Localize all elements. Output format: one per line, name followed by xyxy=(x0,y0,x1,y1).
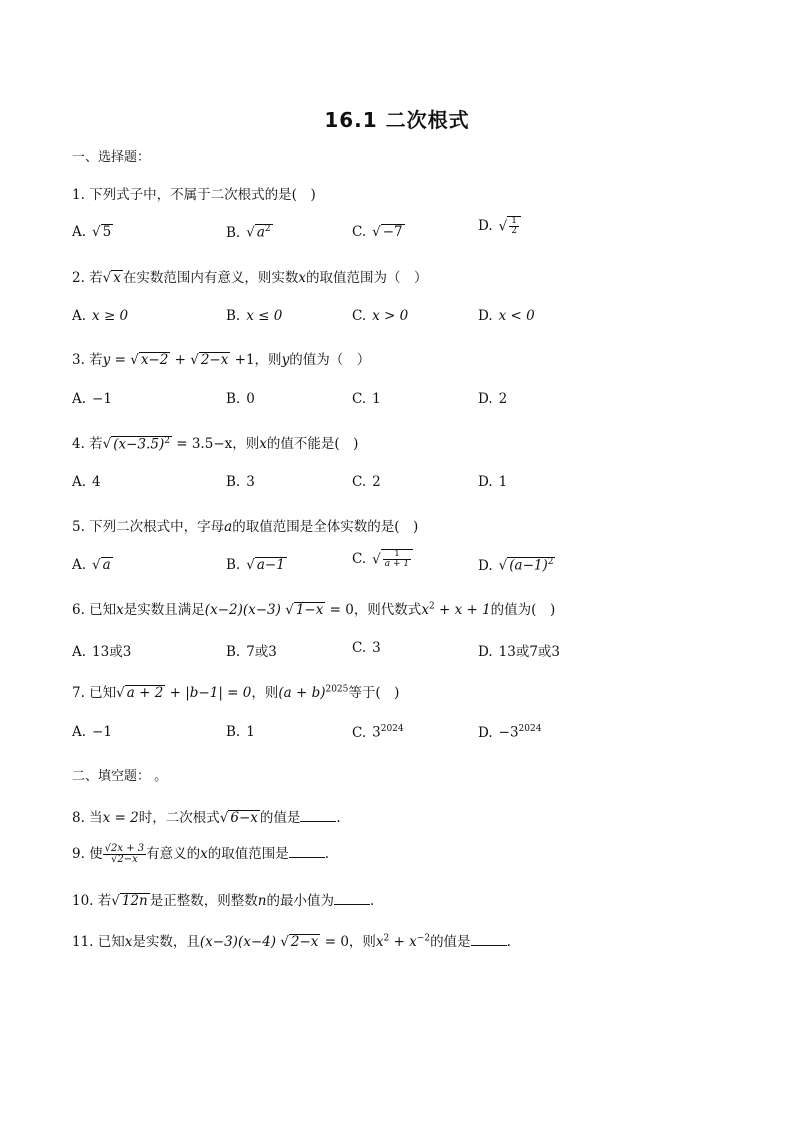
section-heading-fill: 二、填空题： 。 xyxy=(72,769,168,784)
question-11: 11. 已知x是实数，且(x−3)(x−4) √ 2−x = 0，则$x^2 + x^{-2}$的值是 . xyxy=(72,933,511,950)
option-b: B. 7或3 xyxy=(226,644,277,660)
question-4: 4. 若√ $(x-3.5)^2 = 3.5-x$，则x的值不能是( ) xyxy=(72,435,359,452)
option-a: A. x ≥ 0 xyxy=(72,308,129,324)
option-c: C. x > 0 xyxy=(352,308,409,324)
option-c: C. 3 xyxy=(352,640,381,656)
question-7: 7. 已知√ a + 2 + |b−1| = 0，则$(a + b)^{2025}$等于( ) xyxy=(72,684,400,701)
question-3-options xyxy=(72,391,732,417)
option-b: B. √ $a^2$ xyxy=(226,224,271,241)
question-10: 10. 若√ 12n 是正整数，则整数n的最小值为 . xyxy=(72,893,375,909)
option-d: D. x < 0 xyxy=(478,308,535,324)
option-c: C. 2 xyxy=(352,474,381,490)
option-a: A. 4 xyxy=(72,474,101,490)
option-a: A. −1 xyxy=(72,391,112,407)
answer-blank[interactable] xyxy=(334,892,370,905)
option-b: B. 1 xyxy=(226,724,255,740)
question-2: 2. 若√ x 在实数范围内有意义，则实数x的取值范围为（ ） xyxy=(72,270,428,286)
option-c: C. √ −7 xyxy=(352,224,403,240)
answer-blank[interactable] xyxy=(300,809,336,822)
answer-blank[interactable] xyxy=(471,933,507,946)
option-a: A. −1 xyxy=(72,724,112,740)
question-3: 3. 若y = √ x−2 + √ 2−x +1，则y的值为（ ） xyxy=(72,352,371,368)
option-d: D. 1 xyxy=(478,474,508,490)
question-5-options xyxy=(72,549,732,583)
option-c: C. 1 xyxy=(352,391,381,407)
option-d: D. $-3^{2024}$ xyxy=(478,724,542,741)
option-b: B. 3 xyxy=(226,474,255,490)
answer-blank[interactable] xyxy=(289,845,325,858)
option-a: A. 13或3 xyxy=(72,644,132,660)
option-a: A. √ a xyxy=(72,557,111,573)
option-d: D. √ $(a-1)^2$ xyxy=(478,557,554,574)
option-d: D. 2 xyxy=(478,391,508,407)
question-1-options xyxy=(72,216,732,250)
option-d: D. 13或7或3 xyxy=(478,644,560,660)
section-heading-choice: 一、选择题： xyxy=(72,150,151,165)
option-b: B. √ a−1 xyxy=(226,557,285,573)
option-a: A. √ 5 xyxy=(72,224,112,240)
question-8: 8. 当x = 2时，二次根式√ 6−x 的值是 . xyxy=(72,810,341,826)
option-d: D. √ $\frac{1}{2}$ xyxy=(478,216,521,237)
question-1-stem: 1. 下列式子中，不属于二次根式的是( ) xyxy=(72,187,316,203)
option-b: B. 0 xyxy=(226,391,255,407)
question-1 xyxy=(72,183,316,203)
page-title: 16.1 二次根式 xyxy=(324,108,470,132)
question-5: 5. 下列二次根式中，字母a的取值范围是全体实数的是( ) xyxy=(72,519,419,535)
question-7-options xyxy=(72,724,732,750)
option-b: B. x ≤ 0 xyxy=(226,308,283,324)
question-6: 6. 已知x是实数且满足(x−2)(x−3) √ 1−x = 0，则代数式$x^2 + x + 1$的值为( ) xyxy=(72,601,556,618)
question-9: 9. 使 $\frac{√2x + 3}{√2-x}$ 有意义的x的取值范围是 . xyxy=(72,842,330,865)
question-2-options xyxy=(72,308,732,334)
option-c: C. $3^{2024}$ xyxy=(352,724,404,741)
question-6-options xyxy=(72,640,732,666)
option-c: C. √ $\frac{1}{a + 1}$ xyxy=(352,549,413,570)
question-4-options xyxy=(72,474,732,500)
